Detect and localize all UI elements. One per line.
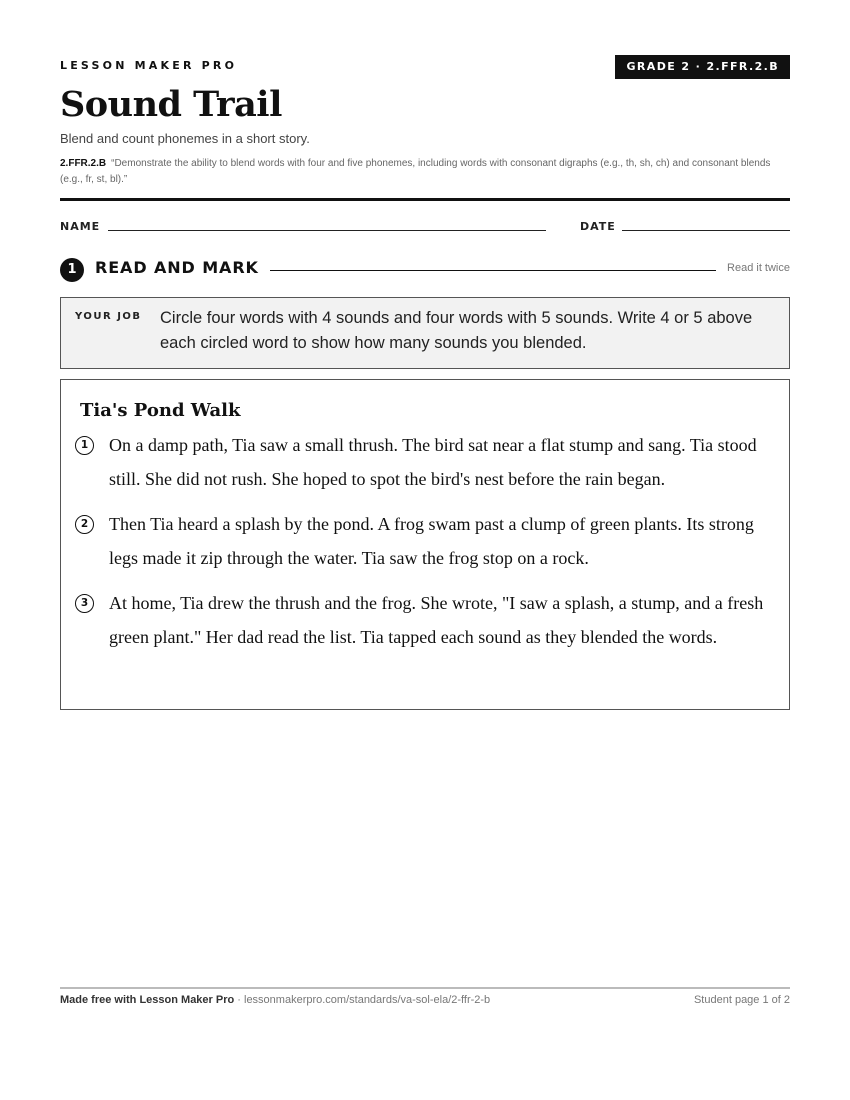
- paragraph-text: Then Tia heard a splash by the pond. A frog swam past a clump of green plants. Its strong legs made it zip through the water. Tia saw the frog stop on a rock.: [109, 514, 754, 568]
- footer-credit: [60, 994, 490, 1006]
- paragraph-number: 2: [75, 515, 94, 534]
- name-label: NAME: [60, 220, 101, 233]
- header-divider: [60, 198, 790, 201]
- instructions-text: Circle four words with 4 sounds and four words with 5 sounds. Write 4 or 5 above each circled word to show how many sounds you blended.: [160, 309, 753, 352]
- section-header: [60, 257, 790, 281]
- story-title: Tia's Pond Walk: [80, 400, 241, 421]
- paragraph-text: On a damp path, Tia saw a small thrush. The bird sat near a flat stump and sang. Tia stood still. She did not rush. She hoped to spot the bird's nest before the rain began.: [109, 435, 757, 489]
- standard-code: 2.FFR.2.B: [60, 158, 107, 169]
- brand-name: LESSON MAKER PRO: [60, 59, 238, 72]
- section-note: Read it twice: [727, 262, 790, 274]
- paragraph-number: 3: [75, 594, 94, 613]
- standard-text: “Demonstrate the ability to blend words with four and five phonemes, including words with consonant digraphs (e.g., th, sh, ch) and consonant blends (e.g., fr, st, bl).”: [60, 158, 771, 185]
- standard-description: [60, 156, 790, 188]
- paragraph-number: 1: [75, 436, 94, 455]
- top-bar: [60, 55, 790, 79]
- grade-badge: GRADE 2 · 2.FFR.2.B: [615, 55, 790, 79]
- name-field[interactable]: [108, 230, 546, 231]
- instructions-label: YOUR JOB: [75, 311, 142, 322]
- paragraph-text: At home, Tia drew the thrush and the frog. She wrote, "I saw a splash, a stump, and a fresh green plant." Her dad read the list. Tia tapped each sound as they blended the words.: [109, 593, 764, 647]
- page-subtitle: Blend and count phonemes in a short story.: [60, 131, 310, 146]
- section-divider: [270, 270, 716, 271]
- date-field[interactable]: [622, 230, 790, 231]
- footer-made-with: Made free with Lesson Maker Pro: [60, 994, 235, 1006]
- footer-url[interactable]: · lessonmakerpro.com/standards/va-sol-ela/2-ffr-2-b: [234, 994, 491, 1006]
- section-title: READ AND MARK: [95, 258, 259, 277]
- footer: [60, 994, 790, 1010]
- footer-divider: [60, 987, 790, 989]
- story-box: [60, 379, 790, 710]
- section-number-badge: 1: [60, 258, 84, 282]
- worksheet-page: [60, 0, 790, 1100]
- date-label: DATE: [580, 220, 616, 233]
- page-title: Sound Trail: [60, 84, 282, 125]
- name-date-row: [60, 219, 790, 235]
- footer-page-number: Student page 1 of 2: [693, 994, 790, 1006]
- instructions-box: [60, 297, 790, 369]
